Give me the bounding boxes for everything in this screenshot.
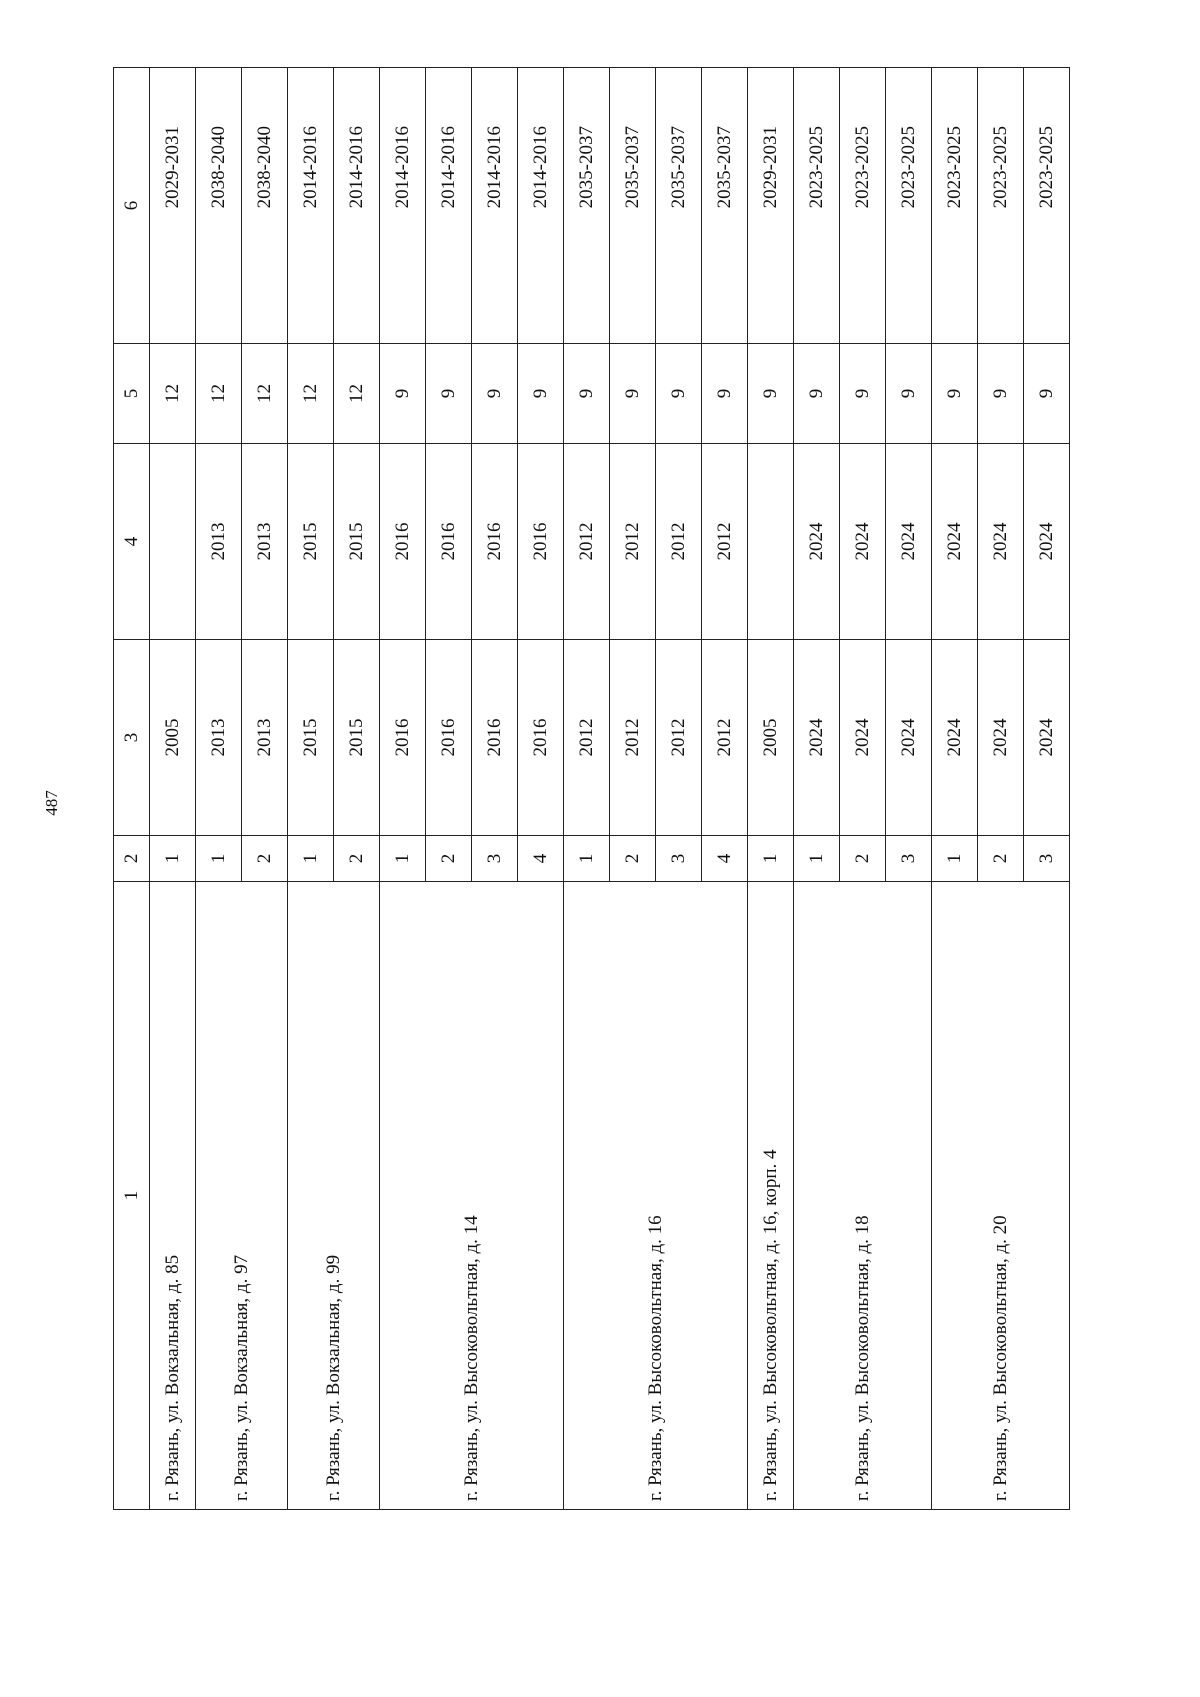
year-col3-cell: 2016 <box>472 640 518 836</box>
count-cell: 12 <box>150 344 196 444</box>
year-col3-cell: 2013 <box>196 640 242 836</box>
year-col3-cell: 2005 <box>748 640 794 836</box>
year-col4-cell <box>150 444 196 640</box>
year-col4-cell: 2012 <box>610 444 656 640</box>
count-cell: 9 <box>656 344 702 444</box>
count-cell: 9 <box>564 344 610 444</box>
year-col3-cell: 2024 <box>978 640 1024 836</box>
table-row <box>150 68 196 1510</box>
table-row <box>564 68 610 1510</box>
address-cell: г. Рязань, ул. Высоковольтная, д. 20 <box>932 882 1070 1510</box>
year-col3-cell: 2016 <box>426 640 472 836</box>
header-col-4: 4 <box>114 444 150 640</box>
entrance-number-cell: 4 <box>518 836 564 882</box>
year-col3-cell: 2024 <box>886 640 932 836</box>
year-col3-cell: 2012 <box>656 640 702 836</box>
entrance-number-cell: 2 <box>610 836 656 882</box>
table-header <box>114 68 150 1510</box>
period-cell: 2023-2025 <box>794 68 840 344</box>
count-cell: 9 <box>840 344 886 444</box>
entrance-number-cell: 2 <box>840 836 886 882</box>
address-cell: г. Рязань, ул. Высоковольтная, д. 14 <box>380 882 564 1510</box>
entrance-number-cell: 1 <box>564 836 610 882</box>
header-col-5: 5 <box>114 344 150 444</box>
year-col3-cell: 2024 <box>1024 640 1070 836</box>
count-cell: 9 <box>426 344 472 444</box>
period-cell: 2038-2040 <box>196 68 242 344</box>
data-table <box>113 67 1070 1510</box>
year-col4-cell: 2013 <box>242 444 288 640</box>
period-cell: 2035-2037 <box>610 68 656 344</box>
period-cell: 2014-2016 <box>426 68 472 344</box>
period-cell: 2014-2016 <box>334 68 380 344</box>
year-col4-cell: 2024 <box>794 444 840 640</box>
entrance-number-cell: 3 <box>886 836 932 882</box>
count-cell: 9 <box>610 344 656 444</box>
entrance-number-cell: 2 <box>426 836 472 882</box>
address-cell: г. Рязань, ул. Высоковольтная, д. 18 <box>794 882 932 1510</box>
entrance-number-cell: 1 <box>794 836 840 882</box>
count-cell: 12 <box>242 344 288 444</box>
period-cell: 2023-2025 <box>886 68 932 344</box>
year-col4-cell: 2024 <box>978 444 1024 640</box>
year-col3-cell: 2016 <box>380 640 426 836</box>
table-row <box>932 68 978 1510</box>
period-cell: 2035-2037 <box>656 68 702 344</box>
year-col4-cell: 2016 <box>380 444 426 640</box>
table-row <box>288 68 334 1510</box>
period-cell: 2014-2016 <box>472 68 518 344</box>
period-cell: 2023-2025 <box>840 68 886 344</box>
period-cell: 2029-2031 <box>748 68 794 344</box>
year-col3-cell: 2015 <box>334 640 380 836</box>
year-col4-cell: 2016 <box>472 444 518 640</box>
entrance-number-cell: 1 <box>748 836 794 882</box>
header-col-2: 2 <box>114 836 150 882</box>
period-cell: 2023-2025 <box>978 68 1024 344</box>
count-cell: 9 <box>1024 344 1070 444</box>
entrance-number-cell: 4 <box>702 836 748 882</box>
count-cell: 9 <box>702 344 748 444</box>
entrance-number-cell: 1 <box>932 836 978 882</box>
year-col3-cell: 2024 <box>840 640 886 836</box>
entrance-number-cell: 2 <box>978 836 1024 882</box>
year-col3-cell: 2005 <box>150 640 196 836</box>
count-cell: 9 <box>886 344 932 444</box>
year-col3-cell: 2024 <box>932 640 978 836</box>
entrance-number-cell: 1 <box>380 836 426 882</box>
year-col4-cell: 2024 <box>840 444 886 640</box>
header-col-3: 3 <box>114 640 150 836</box>
period-cell: 2035-2037 <box>564 68 610 344</box>
year-col3-cell: 2012 <box>702 640 748 836</box>
year-col3-cell: 2012 <box>564 640 610 836</box>
count-cell: 12 <box>334 344 380 444</box>
year-col4-cell: 2013 <box>196 444 242 640</box>
year-col4-cell <box>748 444 794 640</box>
year-col4-cell: 2024 <box>886 444 932 640</box>
period-cell: 2014-2016 <box>288 68 334 344</box>
period-cell: 2029-2031 <box>150 68 196 344</box>
year-col4-cell: 2012 <box>702 444 748 640</box>
table-row <box>748 68 794 1510</box>
header-col-1: 1 <box>114 882 150 1510</box>
address-cell: г. Рязань, ул. Вокзальная, д. 97 <box>196 882 288 1510</box>
period-cell: 2038-2040 <box>242 68 288 344</box>
period-cell: 2023-2025 <box>1024 68 1070 344</box>
year-col4-cell: 2012 <box>564 444 610 640</box>
year-col3-cell: 2013 <box>242 640 288 836</box>
year-col3-cell: 2015 <box>288 640 334 836</box>
year-col4-cell: 2024 <box>932 444 978 640</box>
period-cell: 2023-2025 <box>932 68 978 344</box>
entrance-number-cell: 1 <box>288 836 334 882</box>
entrance-number-cell: 3 <box>472 836 518 882</box>
count-cell: 9 <box>380 344 426 444</box>
table-row <box>380 68 426 1510</box>
rotated-table-frame <box>113 68 1085 1510</box>
count-cell: 9 <box>794 344 840 444</box>
count-cell: 9 <box>472 344 518 444</box>
table-body <box>150 68 1070 1510</box>
period-cell: 2014-2016 <box>380 68 426 344</box>
entrance-number-cell: 1 <box>196 836 242 882</box>
period-cell: 2014-2016 <box>518 68 564 344</box>
entrance-number-cell: 1 <box>150 836 196 882</box>
year-col4-cell: 2016 <box>518 444 564 640</box>
period-cell: 2035-2037 <box>702 68 748 344</box>
address-cell: г. Рязань, ул. Вокзальная, д. 85 <box>150 882 196 1510</box>
entrance-number-cell: 3 <box>656 836 702 882</box>
entrance-number-cell: 2 <box>334 836 380 882</box>
table-row <box>794 68 840 1510</box>
page-number: 487 <box>42 790 61 816</box>
entrance-number-cell: 2 <box>242 836 288 882</box>
year-col4-cell: 2016 <box>426 444 472 640</box>
address-cell: г. Рязань, ул. Высоковольтная, д. 16, корп. 4 <box>748 882 794 1510</box>
count-cell: 9 <box>748 344 794 444</box>
header-row <box>114 68 150 1510</box>
header-col-6: 6 <box>114 68 150 344</box>
table-container <box>113 68 1085 1510</box>
table-row <box>196 68 242 1510</box>
entrance-number-cell: 3 <box>1024 836 1070 882</box>
year-col4-cell: 2012 <box>656 444 702 640</box>
count-cell: 12 <box>196 344 242 444</box>
address-cell: г. Рязань, ул. Высоковольтная, д. 16 <box>564 882 748 1510</box>
year-col3-cell: 2016 <box>518 640 564 836</box>
count-cell: 9 <box>518 344 564 444</box>
year-col4-cell: 2015 <box>334 444 380 640</box>
count-cell: 12 <box>288 344 334 444</box>
year-col3-cell: 2024 <box>794 640 840 836</box>
address-cell: г. Рязань, ул. Вокзальная, д. 99 <box>288 882 380 1510</box>
count-cell: 9 <box>978 344 1024 444</box>
year-col3-cell: 2012 <box>610 640 656 836</box>
count-cell: 9 <box>932 344 978 444</box>
year-col4-cell: 2015 <box>288 444 334 640</box>
year-col4-cell: 2024 <box>1024 444 1070 640</box>
